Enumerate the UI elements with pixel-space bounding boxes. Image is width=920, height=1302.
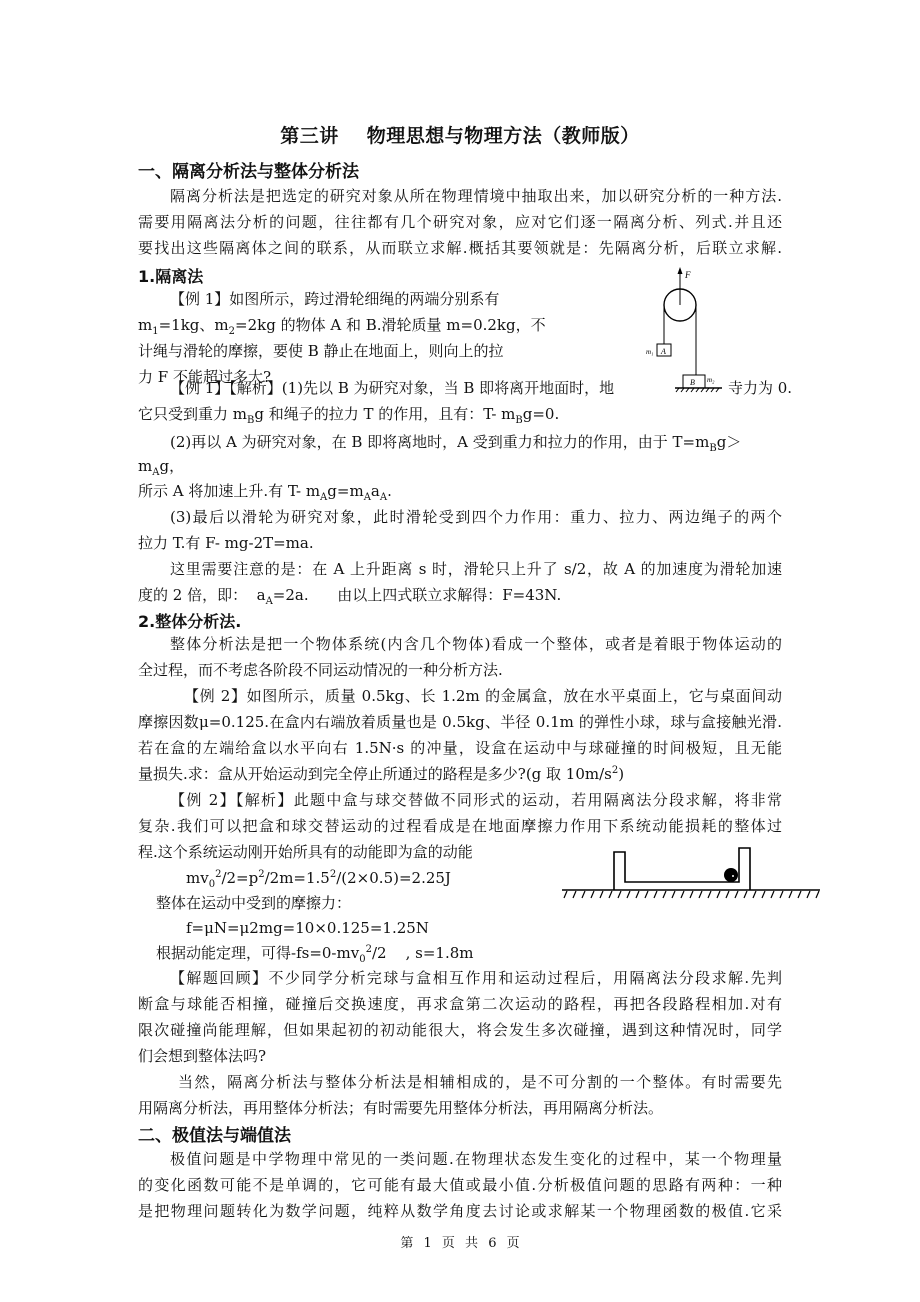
example2-line: 量损失.求：盒从开始运动到完全停止所通过的路程是多少?(g 取 $10m/s^2$) (138, 765, 625, 783)
review-line: 限次碰撞尚能理解，但如果起初的初动能很大，将会发生多次碰撞，遇到这种情况时，同学 (138, 1021, 782, 1039)
example2-line: 【例 2】如图所示，质量 0.5kg、长 1.2m 的金属盒，放在水平桌面上，它与桌面间动 (184, 687, 782, 705)
label-F: F (685, 270, 691, 280)
conclusion-line: 当然，隔离分析法与整体分析法是相辅相成的，是不可分割的一个整体。有时需要先 (178, 1073, 782, 1091)
energy-equation: $mv_0^2/2=p^2/2m=1.5^2/(2\times 0.5)=2.25J$ (186, 869, 451, 890)
page-footer: 第 1 页 共 6 页 (400, 1236, 520, 1251)
title-lecture-number: 第三讲 (280, 125, 339, 147)
solution2-line: 复杂.我们可以把盒和球交替运动的过程看成是在地面摩擦力作用下系统动能损耗的整体过 (138, 817, 782, 835)
pulley-figure (640, 265, 780, 395)
title-text: 物理思想与物理方法（教师版） (366, 125, 640, 147)
solution2-line: 【例 2】【解析】此题中盒与球交替做不同形式的运动，若用隔离法分段求解，将非常 (170, 791, 782, 809)
solution2-line: 程.这个系统运动刚开始所具有的动能即为盒的动能 (138, 843, 473, 861)
page-title (0, 121, 920, 148)
review-line: 【解题回顾】不少同学分析完球与盒相互作用和运动过程后，用隔离法分段求解.先判 (170, 969, 782, 987)
example1-line: $m_1=1kg$、$m_2=2kg$ 的物体 A 和 B.滑轮质量 m=0.2kg，不 (138, 316, 546, 337)
section2-heading: 二、极值法与端值法 (138, 1126, 291, 1146)
subsection-heading-isolation: 1.隔离法 (138, 267, 204, 286)
paragraph-line: 极值问题是中学物理中常见的一类问题.在物理状态发生变化的过程中，某一个物理量 (170, 1150, 782, 1168)
ball (724, 868, 738, 882)
solution1-line: 【例 1】【解析】(1)先以 B 为研究对象，当 B 即将离开地面时，地 (170, 379, 615, 397)
solution1-line: $m_Ag$， (138, 457, 185, 478)
label-m1: m₁ (646, 348, 654, 356)
solution1-line: (2)再以 A 为研究对象，在 B 即将离地时，A 受到重力和拉力的作用，由于 $T=m_Bg>$ (170, 433, 742, 454)
box-ball-figure (548, 845, 828, 905)
example1-line: 力 F 不能超过多大? (138, 368, 271, 386)
paragraph-line: 隔离分析法是把选定的研究对象从所在物理情境中抽取出来，加以研究分析的一种方法. (170, 187, 782, 205)
force-arrow-head (678, 267, 683, 274)
paragraph-line: 要找出这些隔离体之间的联系，从而联立求解.概括其要领就是：先隔离分析，后联立求解. (138, 239, 782, 257)
paragraph-line: 的变化函数可能不是单调的，它可能有最大值或最小值.分析极值问题的思路有两种：一种 (138, 1176, 782, 1194)
review-line: 断盒与球能否相撞，碰撞后交换速度，再求盒第二次运动的路程，再把各段路程相加.对有 (138, 995, 782, 1013)
example1-line: 计绳与滑轮的摩擦，要使 B 静止在地面上，则向上的拉 (138, 342, 504, 360)
label-B: B (690, 378, 695, 387)
table-hatching (564, 891, 819, 898)
paragraph-line: 是把物理问题转化为数学问题，纯粹从数学角度去讨论或求解某一个物理函数的极值.它采 (138, 1202, 782, 1220)
kinetic-theorem-equation: 根据动能定理，可得$-fs=0-mv_0^2/2$ , s=1.8m (156, 944, 474, 965)
solution1-line: 这里需要注意的是：在 A 上升距离 s 时，滑轮只上升了 s/2，故 A 的加速度为滑轮加速 (170, 560, 782, 578)
solution1-line: (3)最后以滑轮为研究对象，此时滑轮受到四个力作用：重力、拉力、两边绳子的两个 (170, 508, 782, 526)
label-A: A (661, 347, 666, 356)
example2-line: 摩擦因数μ=0.125.在盒内右端放着质量也是 0.5kg、半径 0.1m 的弹性小球，球与盒接触光滑. (138, 713, 782, 731)
review-line: 们会想到整体法吗? (138, 1047, 267, 1065)
solution1-line: 拉力 T.有 F- mg-2T=ma. (138, 534, 314, 552)
example2-line: 若在盒的左端给盒以水平向右 1.5N·s 的冲量，设盒在运动中与球碰撞的时间极短，且无能 (138, 739, 782, 757)
paragraph-line: 需要用隔离法分析的问题，往往都有几个研究对象，应对它们逐一隔离分析、列式.并且还 (138, 213, 782, 231)
example1-line: 【例 1】如图所示，跨过滑轮细绳的两端分别系有 (170, 290, 500, 308)
solution1-line: 它只受到重力 $m_Bg$ 和绳子的拉力 T 的作用，且有：T- $m_Bg=0$. (138, 405, 560, 426)
paragraph-line: 全过程，而不考虑各阶段不同运动情况的一种分析方法. (138, 661, 503, 679)
solution1-line: 度的 2 倍，即： $a_A=2a$. 由以上四式联立求解得：F=43N. (138, 586, 562, 607)
friction-label: 整体在运动中受到的摩擦力： (156, 894, 352, 912)
section1-heading: 一、隔离分析法与整体分析法 (138, 162, 359, 182)
conclusion-line: 用隔离分析法，再用整体分析法；有时需要先用整体分析法，再用隔离分析法。 (138, 1099, 664, 1117)
solution1-line-end: 寺力为 0. (728, 379, 793, 397)
paragraph-line: 整体分析法是把一个物体系统(内含几个物体)看成一个整体，或者是着眼于物体运动的 (170, 635, 782, 653)
label-m2: m₂ (707, 376, 715, 384)
solution1-line: 所示 A 将加速上升.有 T- $m_Ag=m_Aa_A$. (138, 482, 392, 503)
subsection-heading-whole: 2.整体分析法. (138, 612, 242, 631)
friction-equation: f=μN=μ2mg=10×0.125=1.25N (186, 919, 429, 937)
